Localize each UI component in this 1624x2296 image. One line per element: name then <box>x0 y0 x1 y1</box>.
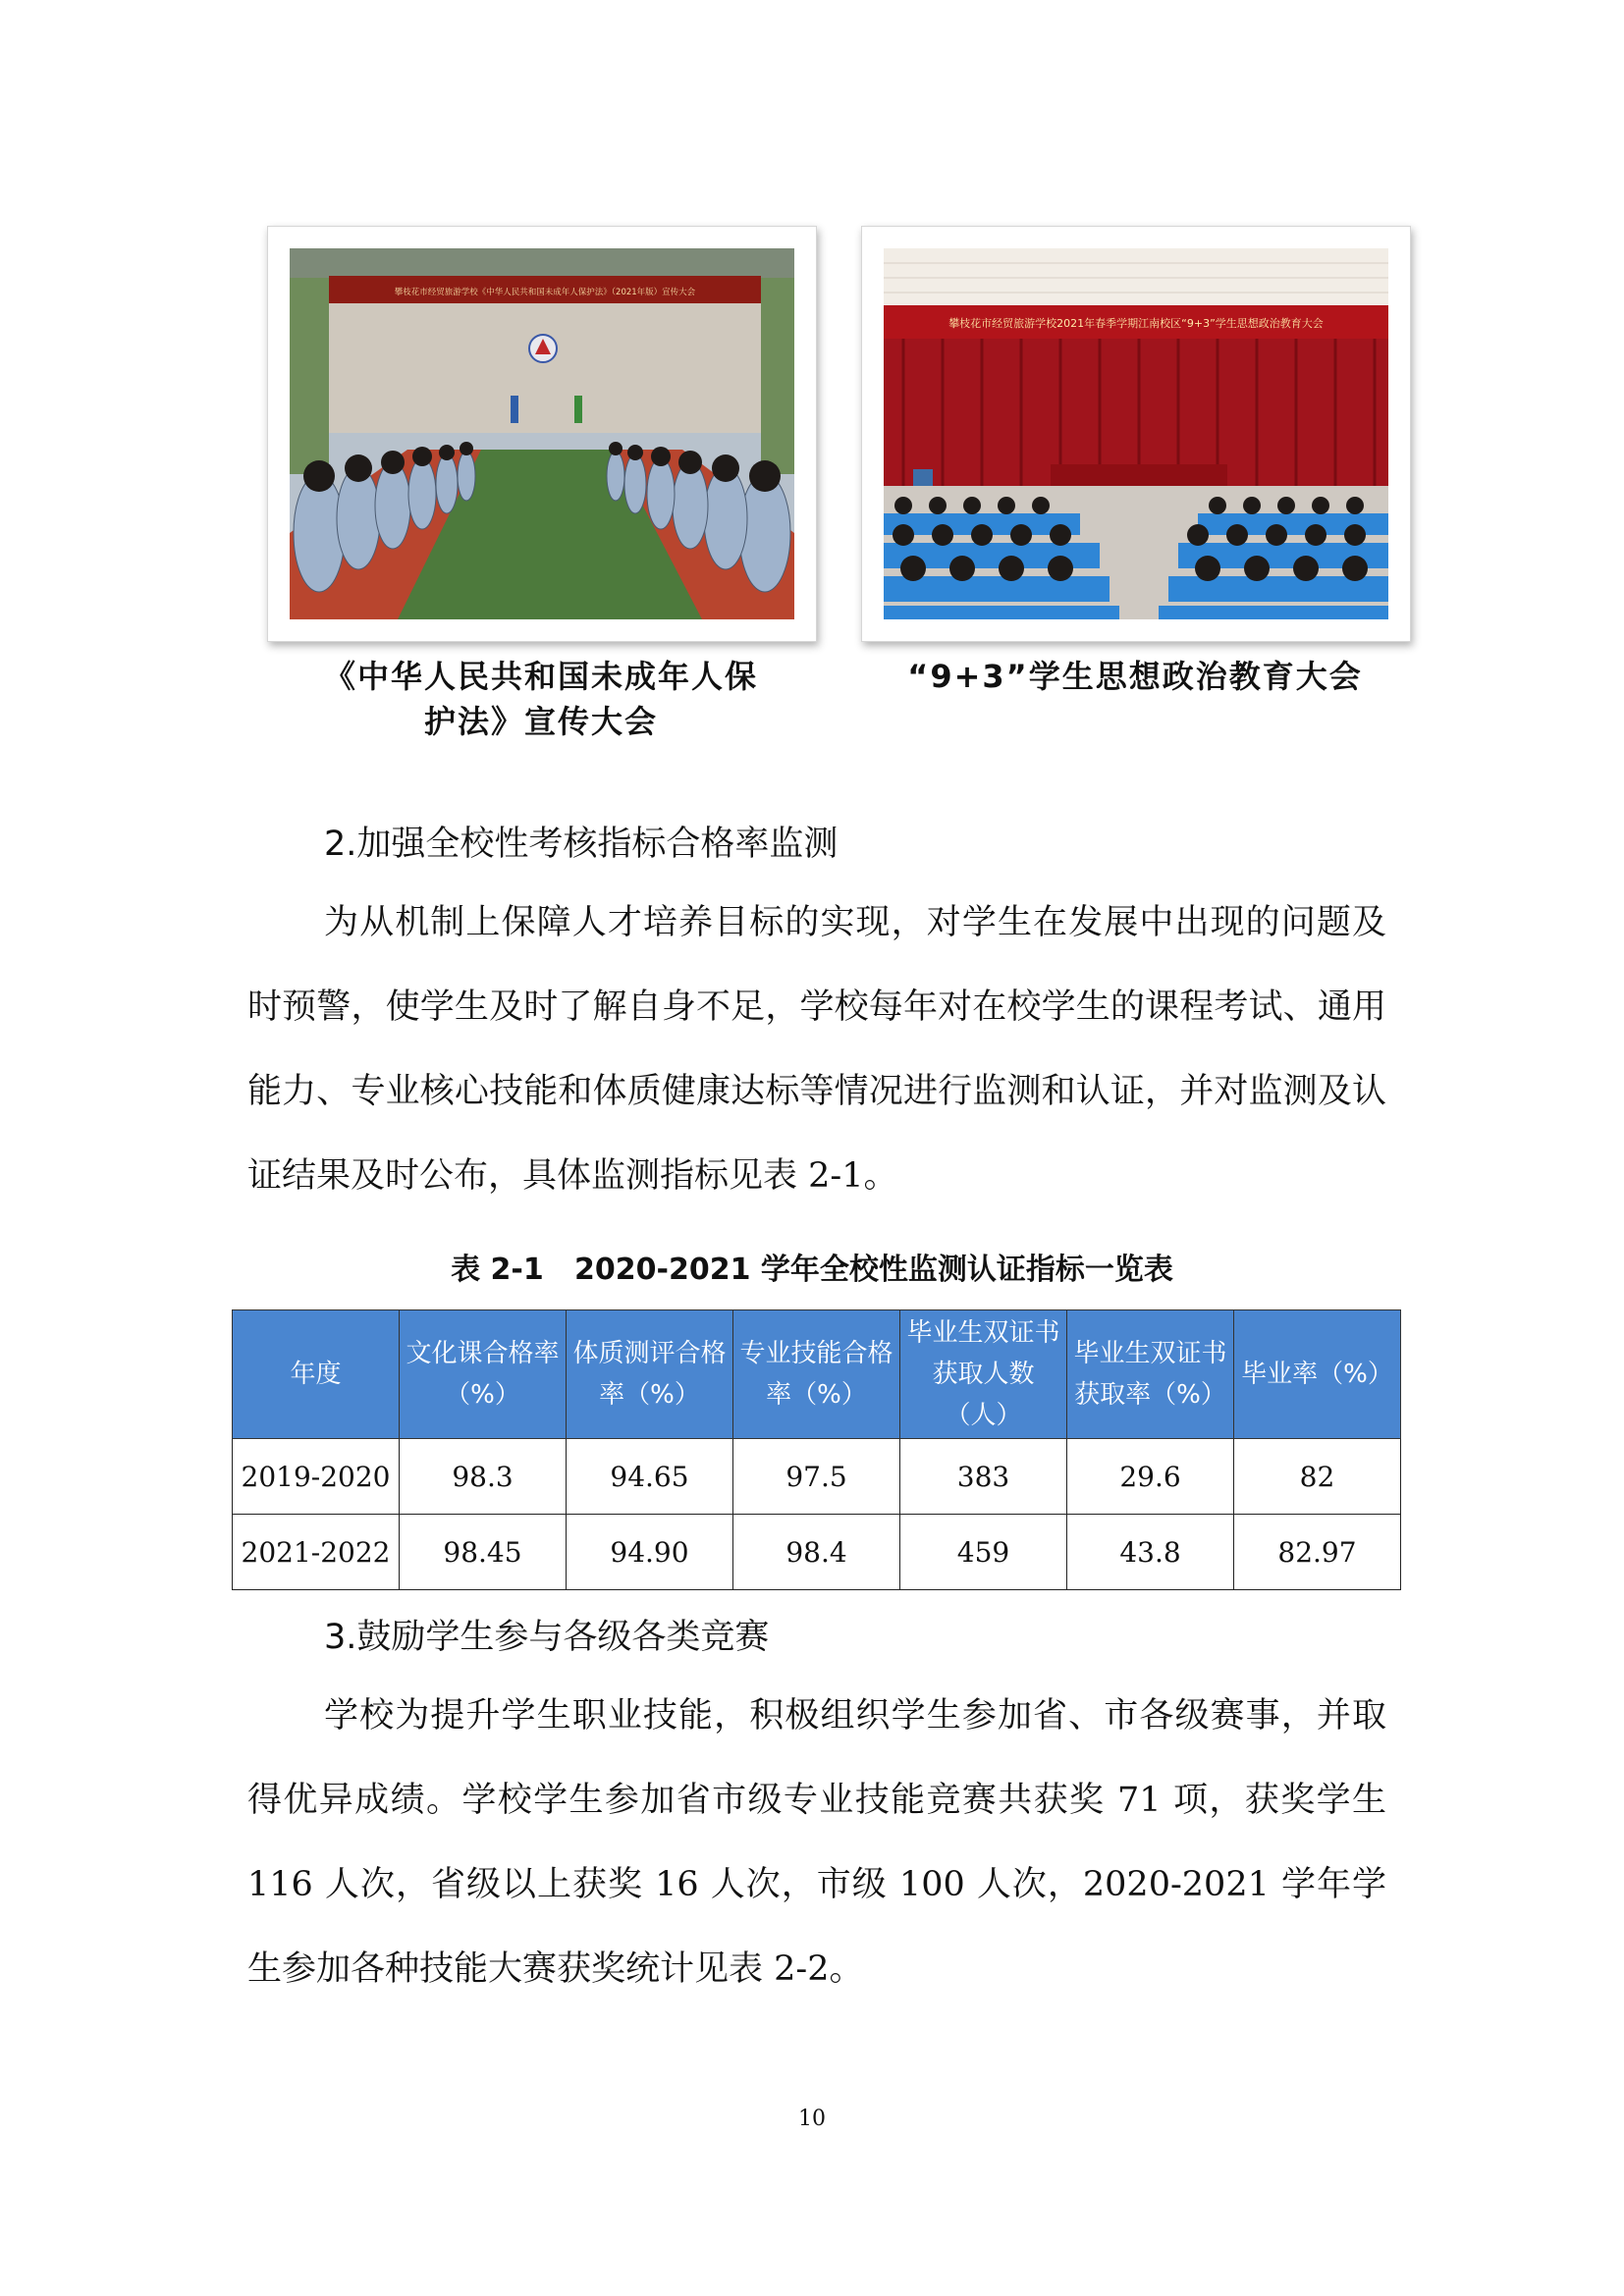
table-cell: 383 <box>900 1439 1067 1515</box>
law-assembly-photo <box>290 248 794 619</box>
table-header-row <box>233 1310 1401 1439</box>
table-cell: 94.65 <box>567 1439 733 1515</box>
header-graduation-rate: 毕业率（%） <box>1234 1310 1401 1439</box>
banner-text: 攀枝花市经贸旅游学校《中华人民共和国未成年人保护法》（2021年版）宣传大会 <box>394 288 696 297</box>
monitoring-indicators-table <box>232 1309 1401 1590</box>
header-fitness-pass-rate: 体质测评合格率（%） <box>567 1310 733 1439</box>
table-row <box>233 1515 1401 1590</box>
table-cell: 82 <box>1234 1439 1401 1515</box>
section-heading-competitions: 3.鼓励学生参与各级各类竞赛 <box>324 1618 770 1657</box>
banner-text: 攀枝花市经贸旅游学校2021年春季学期江南校区“9+3”学生思想政治教育大会 <box>948 317 1324 330</box>
section-heading-monitoring: 2.加强全校性考核指标合格率监测 <box>324 825 839 864</box>
paragraph-monitoring: 为从机制上保障人才培养目标的实现，对学生在发展中出现的问题及时预警，使学生及时了解自身不足，学校每年对在校学生的课程考试、通用能力、专业核心技能和体质健康达标等情况进行监测和认证，并对监测及认证结果及时公布，具体监测指标见表 2-1。 <box>247 903 1386 1196</box>
table-cell: 98.4 <box>733 1515 900 1590</box>
header-dual-cert-count: 毕业生双证书获取人数（人） <box>900 1310 1067 1439</box>
header-year: 年度 <box>233 1310 400 1439</box>
table-cell: 459 <box>900 1515 1067 1590</box>
table-cell: 29.6 <box>1067 1439 1234 1515</box>
paragraph-competitions: 学校为提升学生职业技能，积极组织学生参加省、市各级赛事，并取得优异成绩。学校学生参加省市级专业技能竞赛共获奖 71 项，获奖学生 116 人次，省级以上获奖 16 人次，市级 100 人次，2020-2021 学年学生参加各种技能大赛获奖统计见表 2-2。 <box>247 1696 1386 1989</box>
caption-line: 《中华人民共和国未成年人保 <box>323 658 758 695</box>
ideology-assembly-photo <box>884 248 1388 619</box>
header-skill-pass-rate: 专业技能合格率（%） <box>733 1310 900 1439</box>
table-title: 表 2-1 2020-2021 学年全校性监测认证指标一览表 <box>451 1253 1173 1287</box>
table-cell: 82.97 <box>1234 1515 1401 1590</box>
header-dual-cert-rate: 毕业生双证书获取率（%） <box>1067 1310 1234 1439</box>
table-cell: 97.5 <box>733 1439 900 1515</box>
table-cell: 98.3 <box>400 1439 567 1515</box>
header-culture-pass-rate: 文化课合格率（%） <box>400 1310 567 1439</box>
photo-frame-ideology-assembly <box>861 226 1411 642</box>
caption-ideology-assembly <box>861 654 1409 699</box>
caption-line: “9+3”学生思想政治教育大会 <box>907 658 1363 695</box>
table-row <box>233 1439 1401 1515</box>
photo-frame-law-assembly <box>267 226 817 642</box>
table-cell: 94.90 <box>567 1515 733 1590</box>
page-number: 10 <box>798 2107 826 2131</box>
table-cell: 2021-2022 <box>233 1515 400 1590</box>
table-cell: 43.8 <box>1067 1515 1234 1590</box>
caption-law-assembly <box>267 654 815 744</box>
caption-line: 护法》宣传大会 <box>423 703 658 740</box>
table-cell: 98.45 <box>400 1515 567 1590</box>
table-cell: 2019-2020 <box>233 1439 400 1515</box>
